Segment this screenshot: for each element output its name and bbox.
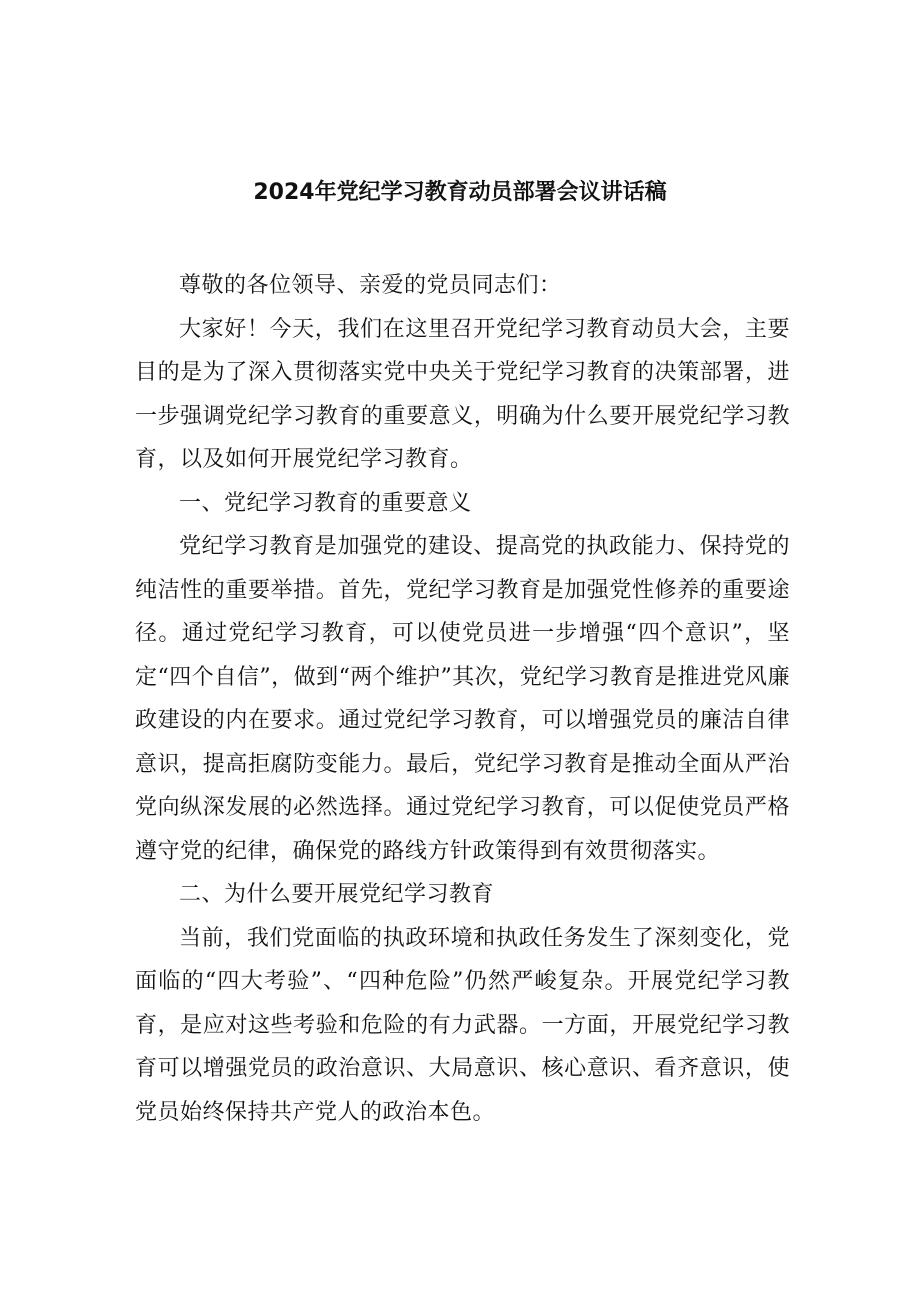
section-1-heading: 一、党纪学习教育的重要意义 <box>179 490 472 516</box>
section-1-paragraph: 党纪学习教育是加强党的建设、提高党的执政能力、保持党的纯洁性的重要举措。首先，党纪学习教育是加强党性修养的重要途径。通过党纪学习教育，可以使党员进一步增强“四个意识”，坚定“四个自信”，做到“两个维护”其次，党纪学习教育是推进党风廉政建设的内在要求。通过党纪学习教育，可以增强党员的廉洁自律意识，提高拒腐防变能力。最后，党纪学习教育是推动全面从严治党向纵深发展的必然选择。通过党纪学习教育，可以促使党员严格遵守党的纪律，确保党的路线方针政策得到有效贯彻落实。 <box>135 534 790 864</box>
section-2-paragraph: 当前，我们党面临的执政环境和执政任务发生了深刻变化，党面临的“四大考验”、“四种危险”仍然严峻复杂。开展党纪学习教育，是应对这些考验和危险的有力武器。一方面，开展党纪学习教育可以增强党员的政治意识、大局意识、核心意识、看齐意识，使党员始终保持共产党人的政治本色。 <box>135 925 790 1125</box>
section-2-heading: 二、为什么要开展党纪学习教育 <box>179 882 495 907</box>
document-body <box>135 264 790 1134</box>
document-title: 2024年党纪学习教育动员部署会议讲话稿 <box>253 180 667 205</box>
salutation: 尊敬的各位领导、亲爱的党员同志们： <box>179 273 562 298</box>
opening-paragraph: 大家好！今天，我们在这里召开党纪学习教育动员大会，主要目的是为了深入贯彻落实党中央关于党纪学习教育的决策部署，进一步强调党纪学习教育的重要意义，明确为什么要开展党纪学习教育，以及如何开展党纪学习教育。 <box>135 316 790 472</box>
